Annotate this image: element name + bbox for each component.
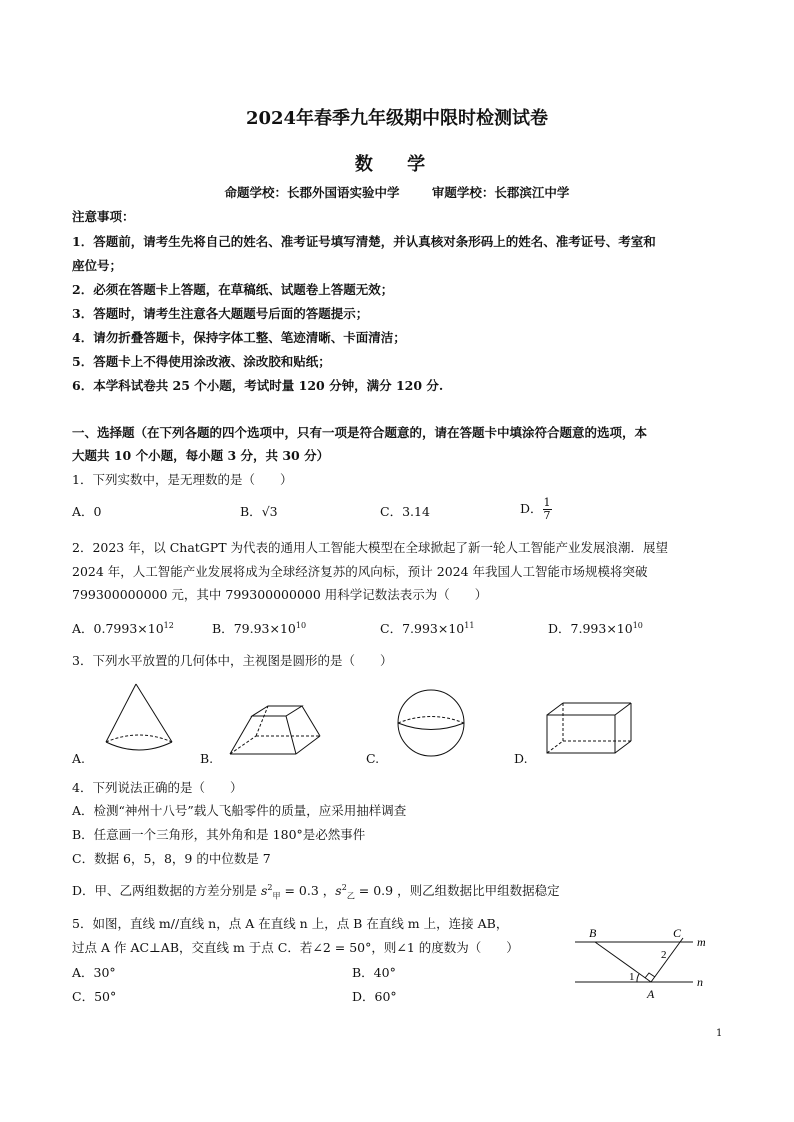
notice-item: 座位号； xyxy=(72,258,123,273)
notice-item: 3．答题时，请考生注意各大题题号后面的答题提示； xyxy=(72,306,369,321)
question-2-line: 2．2023 年，以 ChatGPT 为代表的通用人工智能大模型在全球掀起了新一轮人工智能产业发展浪潮．展望 xyxy=(72,540,669,555)
frustum-figure xyxy=(228,700,328,760)
q3-option-a: A. xyxy=(72,751,86,766)
section-heading-cont: 大题共 10 个小题，每小题 3 分，共 30 分） xyxy=(72,448,330,463)
question-4-stem: 4．下列说法正确的是（ ） xyxy=(72,780,243,795)
cone-figure xyxy=(100,682,180,762)
notice-item: 6．本学科试卷共 25 个小题，考试时量 120 分钟，满分 120 分. xyxy=(72,378,444,393)
q5-option-a: A．30° xyxy=(72,965,116,980)
q2-option-b: B．$79.93\times 10^{10}$ xyxy=(212,621,307,636)
q4-option-b: B．任意画一个三角形，其外角和是 180°是必然事件 xyxy=(72,827,366,842)
label-a: A xyxy=(647,987,655,1001)
question-5-line: 过点 A 作 AC⊥AB，交直线 m 于点 C．若∠2 = 50°，则∠1 的度数为（ ） xyxy=(72,940,519,955)
q1-option-c: C．3.14 xyxy=(380,504,430,519)
notice-item: 4．请勿折叠答题卡，保持字体工整、笔迹清晰、卡面清洁； xyxy=(72,330,406,345)
label-n: n xyxy=(697,975,703,989)
sphere-figure xyxy=(396,688,466,758)
q2-option-d: D．$7.993\times 10^{10}$ xyxy=(548,621,643,636)
notice-heading: 注意事项： xyxy=(72,209,135,224)
q4-option-d: D．甲、乙两组数据的方差分别是 $s^2_甲 = 0.3$ ，$s^2_乙 = 0.9$ ，则乙组数据比甲组数据稳定 xyxy=(72,883,560,901)
q1-option-d: D． $\frac{1}{7}$ xyxy=(520,496,551,522)
label-m: m xyxy=(697,935,706,949)
q2-option-a: A．$0.7993\times 10^{12}$ xyxy=(72,621,174,636)
exam-title: 2024年春季九年级期中限时检测试卷 xyxy=(245,108,549,129)
section-heading: 一、选择题（在下列各题的四个选项中，只有一项是符合题意的，请在答题卡中填涂符合题意的选项，本 xyxy=(72,425,648,440)
label-c: C xyxy=(673,926,682,940)
q3-option-c: C. xyxy=(366,751,380,766)
question-3-stem: 3．下列水平放置的几何体中，主视图是圆形的是（ ） xyxy=(72,653,393,668)
notice-item: 2．必须在答题卡上答题，在草稿纸、试题卷上答题无效； xyxy=(72,282,394,297)
fraction-1-7: $\frac{1}{7}$ xyxy=(543,496,551,522)
segment-ac xyxy=(651,938,683,982)
q3-option-d: D. xyxy=(514,751,528,766)
label-angle-1: 1 xyxy=(629,971,635,983)
question-2-line: 2024 年，人工智能产业发展将成为全球经济复苏的风向标，预计 2024 年我国人工智能市场规模将突破 xyxy=(72,564,648,579)
q3-option-b: B. xyxy=(200,751,214,766)
question-5-line: 5．如图，直线 m//直线 n，点 A 在直线 n 上，点 B 在直线 m 上，连接 AB， xyxy=(72,916,509,931)
question-1-stem: 1．下列实数中，是无理数的是（ ） xyxy=(72,472,293,487)
page-number: 1 xyxy=(716,1028,723,1039)
right-angle-mark xyxy=(645,973,655,978)
reviewer-school: 审题学校：长郡滨江中学 xyxy=(431,185,570,200)
q4-option-a: A．检测“神州十八号”载人飞船零件的质量，应采用抽样调查 xyxy=(72,803,407,818)
notice-item: 5．答题卡上不得使用涂改液、涂改胶和贴纸； xyxy=(72,354,331,369)
q5-option-d: D．60° xyxy=(352,989,397,1004)
notice-item: 1．答题前，请考生先将自己的姓名、准考证号填写清楚，并认真核对条形码上的姓名、准考证号、考室和 xyxy=(72,234,656,249)
setter-school: 命题学校：长郡外国语实验中学 xyxy=(224,185,400,200)
exam-subject: 数 学 xyxy=(354,154,440,175)
school-info xyxy=(0,183,794,201)
parallel-lines-figure xyxy=(575,924,715,1004)
question-2-line: 799300000000 元，其中 799300000000 用科学记数法表示为（ ） xyxy=(72,587,488,602)
q1-option-b: B．√3 xyxy=(240,504,278,519)
q5-option-c: C．50° xyxy=(72,989,117,1004)
label-angle-2: 2 xyxy=(661,949,667,961)
q5-option-b: B．40° xyxy=(352,965,396,980)
angle-1-arc xyxy=(637,974,639,982)
segment-ab xyxy=(595,942,651,982)
cuboid-figure xyxy=(545,701,635,755)
label-b: B xyxy=(589,926,597,940)
q2-option-c: C．$7.993\times 10^{11}$ xyxy=(380,621,475,636)
q4-option-c: C．数据 6，5，8，9 的中位数是 7 xyxy=(72,851,271,866)
sqrt3: √3 xyxy=(261,504,278,519)
q1-option-a: A．0 xyxy=(72,504,102,519)
